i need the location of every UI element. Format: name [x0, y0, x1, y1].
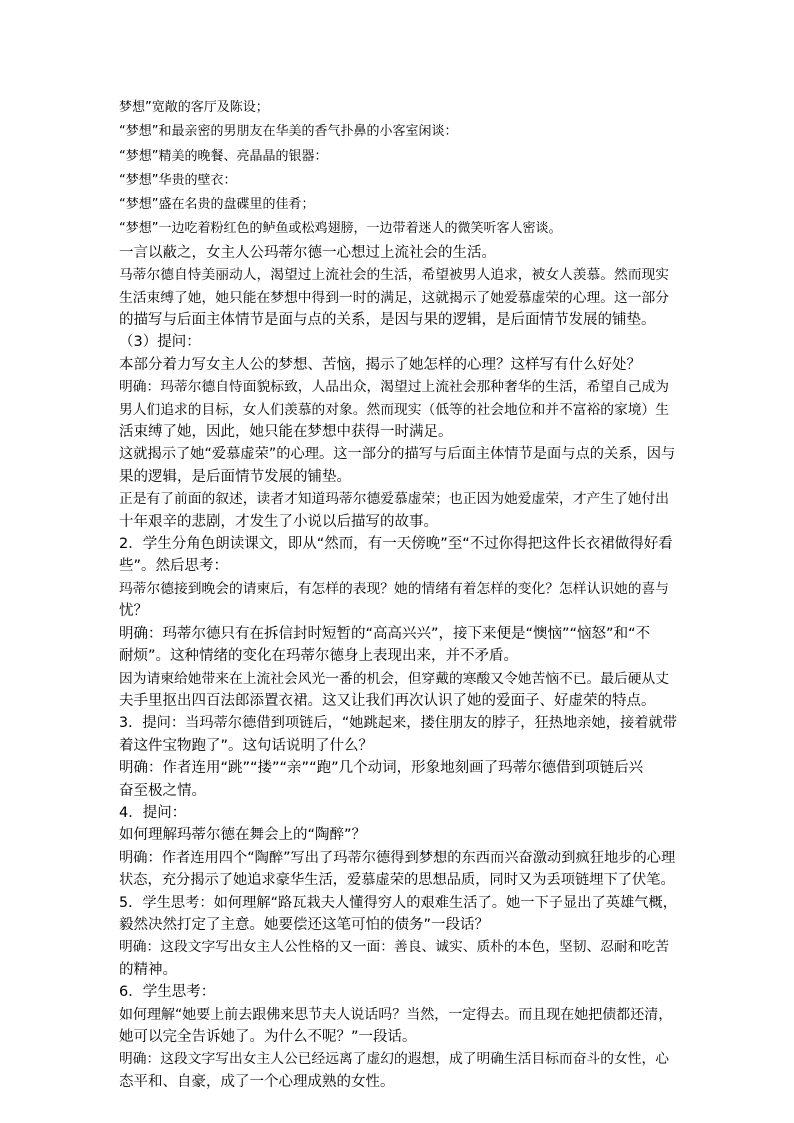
- text-line: 明确：作者连用四个“陶醉”写出了玛蒂尔德得到梦想的东西而兴奋激动到疯狂地步的心理: [119, 849, 676, 866]
- text-line: 夫手里抠出四百法郎添置衣裙。这又让我们再次认识了她的爱面子、好虚荣的特点。: [119, 692, 656, 709]
- text-line: 果的逻辑，是后面情节发展的铺垫。: [119, 468, 351, 485]
- text-line: 明确：这段文字写出女主人公性格的又一面：善良、诚实、质朴的本色，坚韧、忍耐和吃苦: [119, 939, 670, 956]
- text-line: 男人们追求的目标，女人们羡慕的对象。然而现实（低等的社会地位和并不富裕的家境）生: [119, 401, 670, 418]
- text-line: “梦想”精美的晚餐、亮晶晶的银器：: [119, 148, 328, 164]
- text-line: 玛蒂尔德接到晚会的请柬后，有怎样的表现？她的情绪有着怎样的变化？怎样认识她的喜与: [119, 580, 670, 597]
- text-line: 正是有了前面的叙述，读者才知道玛蒂尔德爱慕虚荣；也正因为她爱虚荣，才产生了她付出: [119, 491, 670, 508]
- text-line: “梦想”一边吃着粉红色的鲈鱼或松鸡翅膀，一边带着迷人的微笑听客人密谈。: [119, 221, 562, 237]
- text-line: 着这件宝物跑了”。这句话说明了什么？: [119, 737, 374, 754]
- text-line: 这就揭示了她“爱慕虚荣”的心理。这一部分的描写与后面主体情节是面与点的关系，因与: [119, 446, 676, 463]
- text-line: 3．提问：当玛蒂尔德借到项链后，“她跳起来，搂住朋友的脖子，狂热地亲她，接着就带: [119, 715, 677, 732]
- text-line: 如何理解玛蒂尔德在舞会上的“陶醉”？: [119, 827, 367, 844]
- text-line: 一言以蔽之，女主人公玛蒂尔德一心想过上流社会的生活。: [119, 244, 496, 261]
- text-line: “梦想”盛在名贵的盘碟里的佳肴；: [119, 197, 315, 213]
- text-line: 态平和、自豪，成了一个心理成熟的女性。: [119, 1073, 395, 1090]
- text-line: 明确：这段文字写出女主人公已经远离了虚幻的遐想，成了明确生活目标而奋斗的女性，心: [119, 1051, 670, 1068]
- document-body: [119, 96, 677, 1093]
- text-line: 6．学生思考：: [119, 984, 216, 1001]
- text-line: 些”。然后思考：: [119, 558, 229, 575]
- text-line: 的精神。: [119, 961, 177, 978]
- text-line: 本部分着力写女主人公的梦想、苦恼，揭示了她怎样的心理？这样写有什么好处？: [119, 356, 641, 373]
- text-line: 5．学生思考：如何理解“路瓦栽夫人懂得穷人的艰难生活了。她一下子显出了英雄气概，: [119, 894, 677, 911]
- text-line: （3）提问：: [119, 334, 201, 351]
- text-line: 明确：玛蒂尔德自恃面貌标致，人品出众，渴望过上流社会那种奢华的生活，希望自己成为: [119, 379, 670, 396]
- text-line: 马蒂尔德自恃美丽动人，渴望过上流社会的生活，希望被男人追求，被女人羡慕。然而现实: [119, 267, 670, 284]
- text-line: 明确：玛蒂尔德只有在拆信封时短暂的“高高兴兴”，接下来便是“懊恼”“恼怒”和“不: [119, 625, 651, 642]
- text-line: 状态，充分揭示了她追求豪华生活，爱慕虚荣的思想品质，同时又为丢项链埋下了伏笔。: [119, 872, 675, 889]
- text-line: 活束缚了她，因此，她只能在梦想中获得一时满足。: [119, 424, 453, 441]
- text-line: 她可以完全告诉她了。为什么不呢？”一段话。: [119, 1029, 417, 1045]
- text-line: 2．学生分角色朗读课文，即从“然而，有一天傍晚”至“不过你得把这件长衣裙做得好看: [119, 536, 673, 553]
- text-line: 4．提问：: [119, 804, 187, 821]
- text-line: 毅然决然打定了主意。她要偿还这笔可怕的债务”一段话？: [119, 916, 490, 933]
- text-line: 耐烦”。这种情绪的变化在玛蒂尔德身上表现出来，并不矛盾。: [119, 648, 519, 665]
- text-line: “梦想”华贵的壁衣：: [119, 172, 237, 188]
- text-line: 生活束缚了她，她只能在梦想中得到一时的满足，这就揭示了她爱慕虚荣的心理。这一部分: [119, 289, 670, 306]
- text-line: 十年艰辛的悲剧，才发生了小说以后描写的故事。: [119, 513, 438, 530]
- text-line: 奋至极之情。: [119, 782, 206, 799]
- text-line: 明确：作者连用“跳”“搂”“亲”“跑”几个动词，形象地刻画了玛蒂尔德借到项链后兴: [119, 760, 644, 777]
- text-line: 忧？: [119, 603, 148, 620]
- text-line: “梦想”和最亲密的男朋友在华美的香气扑鼻的小客室闲谈：: [119, 124, 458, 140]
- text-line: 因为请柬给她带来在上流社会风光一番的机会，但穿戴的寒酸又令她苦恼不已。最后硬从丈: [119, 670, 670, 687]
- text-line: 梦想”宽敞的客厅及陈设；: [119, 100, 269, 115]
- text-line: 的描写与后面主体情节是面与点的关系，是因与果的逻辑，是后面情节发展的铺垫。: [119, 312, 656, 328]
- text-line: 如何理解“她要上前去跟佛来思节夫人说话吗？当然，一定得去。而且现在她把债都还清，: [119, 1006, 673, 1023]
